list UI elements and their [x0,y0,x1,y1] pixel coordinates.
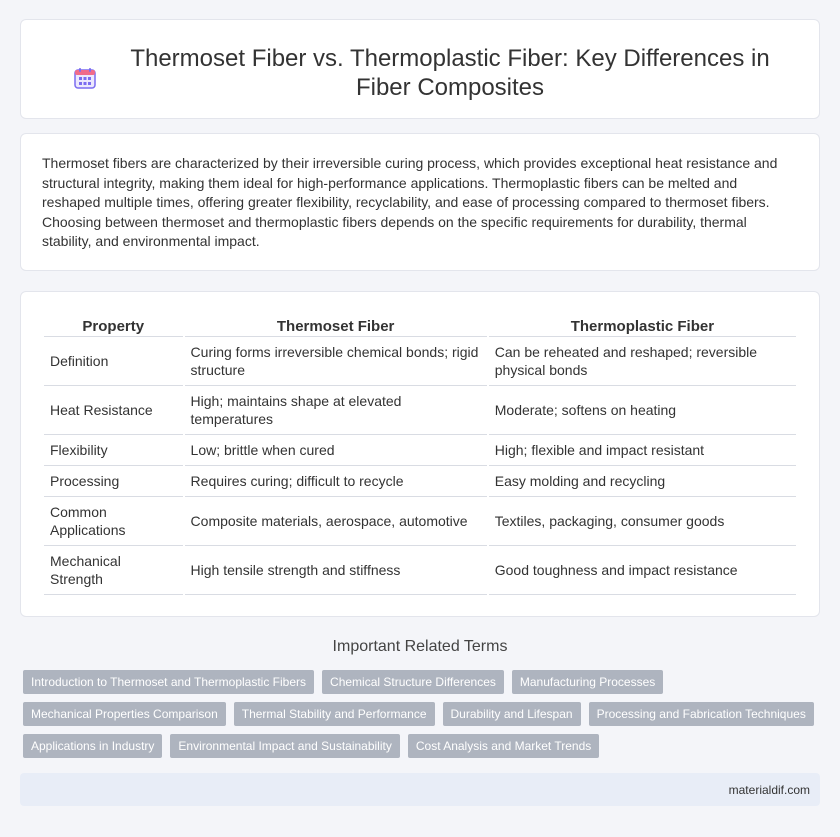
intro-card [20,133,820,271]
property-cell: Mechanical Strength [44,546,183,595]
property-cell: Flexibility [44,435,183,466]
table-row [44,497,796,546]
page-title: Thermoset Fiber vs. Thermoplastic Fiber: Key Differences in Fiber Composites [130,45,770,101]
thermoset-cell: Curing forms irreversible chemical bonds; rigid structure [185,337,487,386]
property-cell: Definition [44,337,183,386]
intro-text: Thermoset fibers are characterized by their irreversible curing process, which provides exceptional heat resistance and structural integrity, making them ideal for high-performance applications. Thermoplastic fibers can be melted and reshaped multiple times, offering greater flexibility, recyclability, and ease of processing compared to thermoset fibers. Choosing between thermoset and thermoplastic fibers depends on the specific requirements for durability, thermal stability, and environmental impact. [42,155,778,249]
property-cell: Common Applications [44,497,183,546]
header-thermoset: Thermoset Fiber [185,317,487,337]
comparison-table-card [20,291,820,617]
table-row [44,466,796,497]
thermoset-cell: Requires curing; difficult to recycle [185,466,487,497]
tag-link[interactable]: Manufacturing Processes [512,670,663,694]
tag-row [23,702,823,726]
footer [20,773,820,806]
table-row [44,546,796,595]
table-header-row [44,317,796,337]
thermoplastic-cell: High; flexible and impact resistant [489,435,796,466]
thermoplastic-cell: Easy molding and recycling [489,466,796,497]
tag-link[interactable]: Environmental Impact and Sustainability [170,734,399,758]
property-cell: Processing [44,466,183,497]
header-card [20,19,820,119]
property-cell: Heat Resistance [44,386,183,435]
tag-link[interactable]: Chemical Structure Differences [322,670,504,694]
table-row [44,337,796,386]
calendar-icon [73,66,97,90]
tag-link[interactable]: Durability and Lifespan [443,702,581,726]
comparison-table [42,317,798,595]
tag-link[interactable]: Cost Analysis and Market Trends [408,734,599,758]
tag-link[interactable]: Mechanical Properties Comparison [23,702,226,726]
tag-link[interactable]: Introduction to Thermoset and Thermoplastic Fibers [23,670,314,694]
tag-row [23,734,823,758]
related-terms-tags [23,670,823,766]
thermoset-cell: High tensile strength and stiffness [185,546,487,595]
header-property: Property [44,317,183,337]
thermoset-cell: Composite materials, aerospace, automotive [185,497,487,546]
thermoplastic-cell: Textiles, packaging, consumer goods [489,497,796,546]
header-thermoplastic: Thermoplastic Fiber [489,317,796,337]
thermoset-cell: High; maintains shape at elevated temperatures [185,386,487,435]
tag-link[interactable]: Thermal Stability and Performance [234,702,435,726]
table-row [44,386,796,435]
table-row [44,435,796,466]
thermoplastic-cell: Can be reheated and reshaped; reversible physical bonds [489,337,796,386]
tag-link[interactable]: Applications in Industry [23,734,162,758]
thermoplastic-cell: Moderate; softens on heating [489,386,796,435]
thermoplastic-cell: Good toughness and impact resistance [489,546,796,595]
related-terms-title: Important Related Terms [332,638,508,655]
thermoset-cell: Low; brittle when cured [185,435,487,466]
tag-link[interactable]: Processing and Fabrication Techniques [589,702,814,726]
tag-row [23,670,823,694]
footer-site-link[interactable]: materialdif.com [728,783,810,797]
